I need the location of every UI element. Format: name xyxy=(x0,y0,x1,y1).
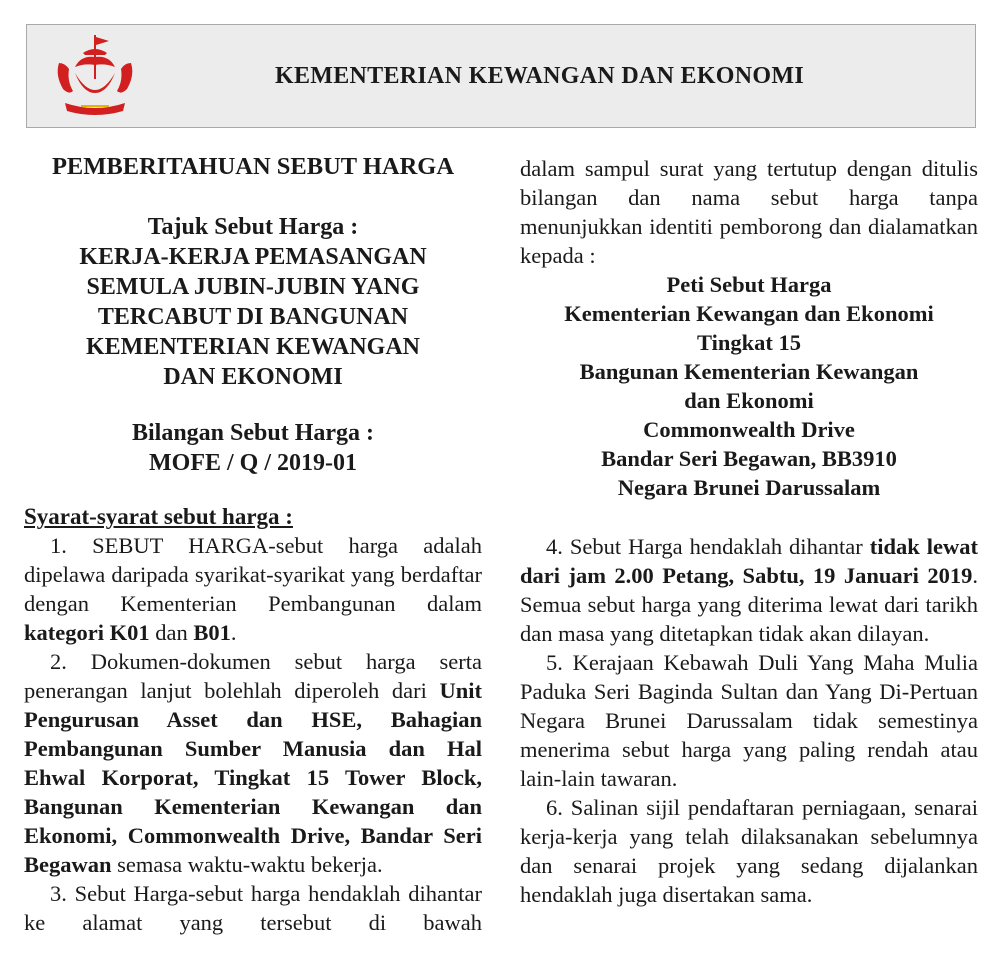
address-line: Peti Sebut Harga xyxy=(666,272,832,297)
subject-line: DAN EKONOMI xyxy=(163,364,343,390)
address-line: Negara Brunei Darussalam xyxy=(617,475,881,500)
number-label: Bilangan Sebut Harga : xyxy=(131,420,375,446)
condition-5: 5. Kerajaan Kebawah Duli Yang Maha Mulia Paduka Seri Baginda Sultan dan Yang Di-Pertuan Negara Brunei Darussalam tidak semestinya menerima sebut harga yang paling rendah atau lain-lain tawaran. xyxy=(520,650,978,791)
subject-label: Tajuk Sebut Harga : xyxy=(147,214,359,240)
subject-line: SEMULA JUBIN-JUBIN YANG xyxy=(86,274,420,300)
subject-line: KEMENTERIAN KEWANGAN xyxy=(85,334,421,360)
brunei-crest-icon xyxy=(51,33,139,121)
condition-3-start: 3. Sebut Harga-sebut harga hendaklah dihantar ke alamat yang tersebut di bawah xyxy=(24,881,482,935)
left-column xyxy=(24,150,482,937)
condition-2: 2. Dokumen-dokumen sebut harga serta penerangan lanjut bolehlah diperoleh dari Unit Pengurusan Asset dan HSE, Bahagian Pembangunan Sumber Manusia dan Hal Ehwal Korporat, Tingkat 15 Tower Block, Bangunan Kementerian Kewangan dan Ekonomi, Commonwealth Drive, Bandar Seri Begawan semasa waktu-waktu bekerja. xyxy=(24,649,482,877)
address-line: Bandar Seri Begawan, BB3910 xyxy=(601,446,897,471)
subject-line: TERCABUT DI BANGUNAN xyxy=(97,304,409,330)
ministry-name: KEMENTERIAN KEWANGAN DAN EKONOMI xyxy=(275,63,804,89)
quotation-number: MOFE / Q / 2019-01 xyxy=(149,450,357,476)
delivery-address xyxy=(520,270,978,502)
condition-6: 6. Salinan sijil pendaftaran perniagaan, senarai kerja-kerja yang telah dilaksanakan sebelumnya dan senarai projek yang sedang dijalankan hendaklah juga disertakan sama. xyxy=(520,795,978,907)
address-line: dan Ekonomi xyxy=(684,388,814,413)
condition-3-continued: dalam sampul surat yang tertutup dengan ditulis bilangan dan nama sebut harga tanpa menunjukkan identiti pemborong dan dialamatkan kepada : xyxy=(520,156,978,268)
subject-line: KERJA-KERJA PEMASANGAN xyxy=(79,244,427,270)
condition-4: 4. Sebut Harga hendaklah dihantar tidak lewat dari jam 2.00 Petang, Sabtu, 19 Januari 2019. Semua sebut harga yang diterima lewat dari tarikh dan masa yang ditetapkan tidak akan dilayan. xyxy=(520,534,978,646)
conditions-heading: Syarat-syarat sebut harga : xyxy=(24,504,293,529)
address-line: Bangunan Kementerian Kewangan xyxy=(579,359,919,384)
address-line: Tingkat 15 xyxy=(697,330,801,355)
condition-1: 1. SEBUT HARGA-sebut harga adalah dipelawa daripada syarikat-syarikat yang berdaftar dengan Kementerian Pembangunan dalam kategori K01 dan B01. xyxy=(24,533,482,645)
right-column xyxy=(520,154,978,909)
notice-title: PEMBERITAHUAN SEBUT HARGA xyxy=(51,153,455,180)
header-banner xyxy=(26,24,976,128)
address-line: Commonwealth Drive xyxy=(643,417,855,442)
address-line: Kementerian Kewangan dan Ekonomi xyxy=(564,301,934,326)
